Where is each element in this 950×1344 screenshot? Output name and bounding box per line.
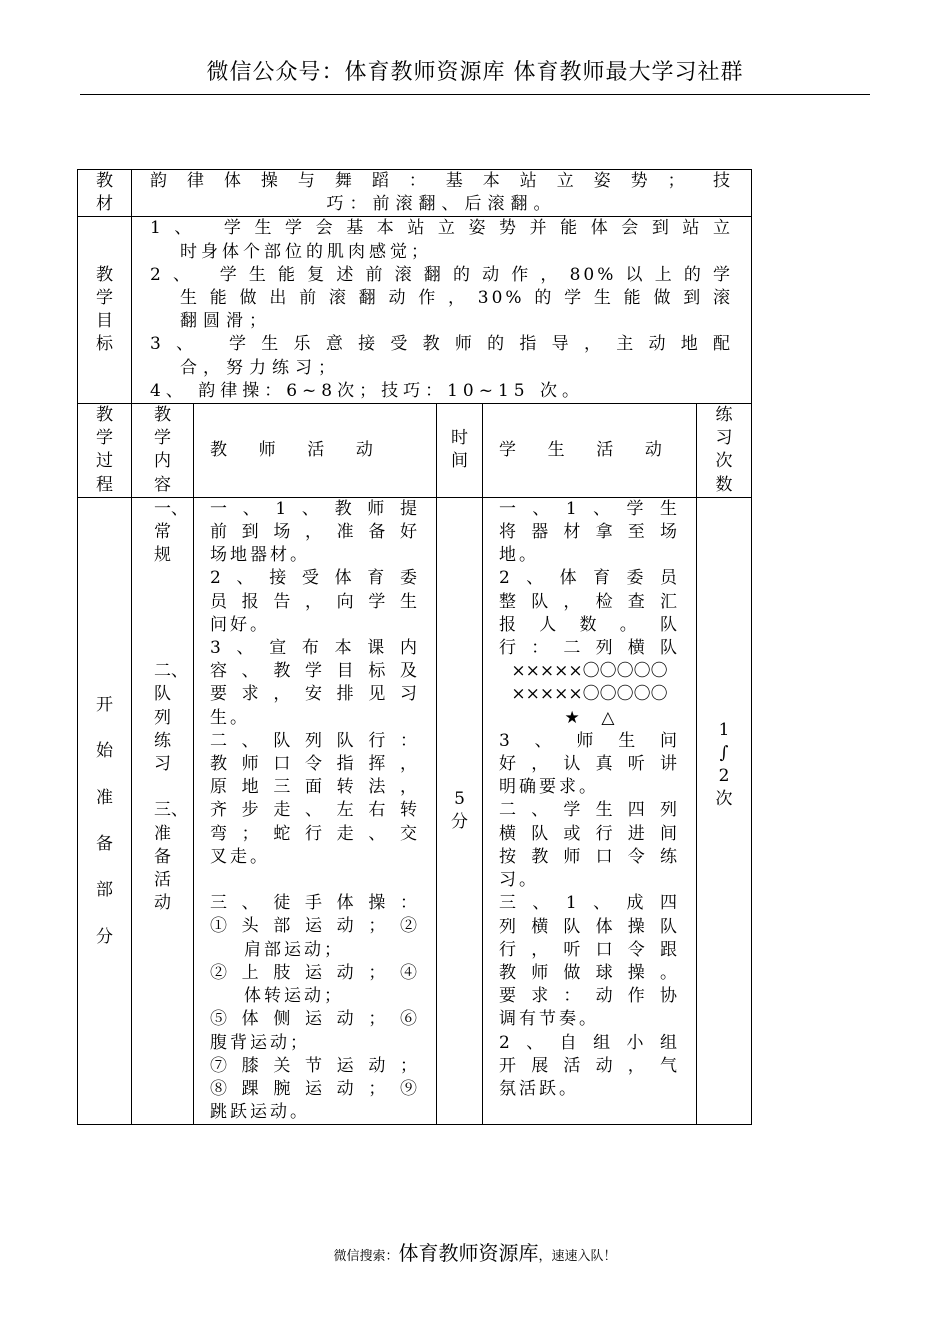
header-teacher-cell xyxy=(194,404,437,498)
content-formation-drill: 二、队列练习 xyxy=(154,661,188,775)
activity-line: 习。 xyxy=(499,870,539,891)
activity-line: ②上肢运动；④ xyxy=(210,962,420,983)
header-process-cell xyxy=(78,404,132,498)
header-rule xyxy=(80,94,870,95)
activity-line: 列横队体操队 xyxy=(499,916,680,937)
activity-line: 行：二列横队 xyxy=(499,638,680,659)
activity-line: 教师口令指挥， xyxy=(210,754,420,775)
teacher-activity-list xyxy=(194,498,436,1124)
activity-line: 叉走。 xyxy=(210,846,270,867)
header-time-cell xyxy=(437,404,483,498)
objective-line: 2、 学生能复述前滚翻的动作，80%以上的学 xyxy=(150,264,734,285)
activity-line: 场地器材。 xyxy=(210,545,310,566)
objective-line: 1、 学生学会基本站立姿势并能体会到站立 xyxy=(150,218,734,239)
section-content-col xyxy=(132,498,193,916)
activity-line: 3、宣布本课内 xyxy=(210,638,420,659)
header-student-cell xyxy=(483,404,697,498)
section-time-cell xyxy=(437,497,483,1124)
activity-line: ⑤体侧运动；⑥ xyxy=(210,1009,420,1030)
material-row xyxy=(78,170,752,217)
activity-line: 按教师口令练 xyxy=(499,846,680,867)
section-student-cell xyxy=(483,497,697,1124)
activity-line: 开展活动，气 xyxy=(499,1055,680,1076)
section-time: 5分 xyxy=(451,788,468,833)
lesson-plan-table xyxy=(77,169,752,1125)
activity-line: 要求，安排见习 xyxy=(210,684,420,705)
activity-line: 2、体育委员 xyxy=(499,568,680,589)
section-content-cell xyxy=(132,497,194,1124)
activity-line: 明确要求。 xyxy=(499,777,599,798)
objectives-row xyxy=(78,217,752,404)
activity-line: 整队，检查汇 xyxy=(499,591,680,612)
column-header-row xyxy=(78,404,752,498)
activity-line: 前到场，准备好 xyxy=(210,522,420,543)
footer-prefix: 微信搜索： xyxy=(333,1249,399,1264)
objective-line: 时身体个部位的肌肉感觉； xyxy=(180,241,432,262)
activity-line: 员报告，向学生 xyxy=(210,591,420,612)
activity-line: 问好。 xyxy=(210,614,270,635)
activity-line: 3、师生问 xyxy=(499,730,680,751)
footer-suffix: ，速速入队！ xyxy=(538,1249,617,1264)
activity-line: ★ △ xyxy=(564,707,615,728)
activity-line: 弯；蛇行走、交 xyxy=(210,823,420,844)
activity-line: 二、队列队行： xyxy=(210,730,420,751)
activity-line: 教师做球操。 xyxy=(499,962,680,983)
material-label: 教材 xyxy=(96,171,113,215)
activity-line: 二、学生四列 xyxy=(499,800,680,821)
objective-line: 4、 韵律操：6~8次；技巧：10~15 次。 xyxy=(150,380,585,401)
activity-line: 原地三面转法， xyxy=(210,777,420,798)
material-label-cell xyxy=(78,170,132,217)
section-teacher-cell xyxy=(194,497,437,1124)
activity-line: ①头部运动；② xyxy=(210,916,420,937)
activity-line: 地。 xyxy=(499,545,539,566)
activity-line: 调有节奏。 xyxy=(499,1009,599,1030)
activity-line: 横队或行进间 xyxy=(499,823,680,844)
header-process: 教学过程 xyxy=(96,405,113,495)
activity-line: 一、1、教师提 xyxy=(210,498,420,519)
activity-line: 氛活跃。 xyxy=(499,1078,579,1099)
header-content: 教学内容 xyxy=(154,405,171,495)
section-label: 开始准备部分 xyxy=(96,694,113,947)
activity-line: 报人数。队 xyxy=(499,614,680,635)
activity-line: 腹背运动； xyxy=(210,1032,310,1053)
activity-line: ⑦膝关节运动； xyxy=(210,1055,420,1076)
activity-line: 要求：动作协 xyxy=(499,986,680,1007)
content-warmup: 三、准备活动 xyxy=(154,800,188,914)
activity-line: ×××××〇〇〇〇〇 xyxy=(511,684,668,705)
page-footer xyxy=(0,1240,950,1270)
activity-line: 2、自组小组 xyxy=(499,1032,680,1053)
activity-line: 三、徒手体操： xyxy=(210,893,420,914)
student-activity-list xyxy=(483,498,696,1101)
activity-line: 好，认真听讲 xyxy=(499,754,680,775)
objectives-label-cell xyxy=(78,217,132,404)
header-content-cell xyxy=(132,404,194,498)
section-reps: 1∫2次 xyxy=(715,719,733,810)
activity-line: 跳跃运动。 xyxy=(210,1102,310,1123)
objectives-content-cell xyxy=(132,217,752,404)
activity-line: 将器材拿至场 xyxy=(499,522,680,543)
activity-line: 一、1、学生 xyxy=(499,498,680,519)
footer-name: 体育教师资源库 xyxy=(398,1241,539,1265)
activity-line: 三、1、成四 xyxy=(499,893,680,914)
activity-line: 齐步走、左右转 xyxy=(210,800,420,821)
header-time: 时间 xyxy=(451,428,468,472)
material-content-cell xyxy=(132,170,752,217)
activity-line: 容、教学目标及 xyxy=(210,661,420,682)
activity-line: 生。 xyxy=(210,707,250,728)
activity-line: 2、接受体育委 xyxy=(210,568,420,589)
activity-line: 肩部运动； xyxy=(244,939,344,960)
material-line-1: 韵律体操与舞蹈：基本站立姿势； 技 xyxy=(150,171,734,191)
activity-line: ⑧踝腕运动；⑨ xyxy=(210,1078,420,1099)
header-student: 学 生 活 动 xyxy=(499,439,664,460)
material-line-2: 巧：前滚翻、后滚翻。 xyxy=(326,194,557,215)
objectives-label: 教学目标 xyxy=(96,264,113,355)
objective-line: 3、 学生乐意接受教师的指导，主动地配 xyxy=(150,334,734,355)
activity-line: ×××××〇〇〇〇〇 xyxy=(511,661,668,682)
objective-line: 生能做出前滚翻动作，30%的学生能做到滚 xyxy=(180,288,734,309)
header-reps-cell xyxy=(697,404,752,498)
objective-line: 合，努力练习； xyxy=(180,357,341,378)
activity-line: 行，听口令跟 xyxy=(499,939,680,960)
activity-line: 体转运动； xyxy=(244,986,344,1007)
header-reps: 练习次数 xyxy=(715,405,733,495)
section-label-cell xyxy=(78,497,132,1124)
content-routine: 一、常规 xyxy=(154,498,188,566)
section-row xyxy=(78,497,752,1124)
section-reps-cell xyxy=(697,497,752,1124)
page-header-title: 微信公众号：体育教师资源库 体育教师最大学习社群 xyxy=(206,60,744,85)
activity-line xyxy=(210,869,420,892)
objective-line: 翻圆滑； xyxy=(180,311,272,332)
header-teacher: 教 师 活 动 xyxy=(210,439,375,460)
